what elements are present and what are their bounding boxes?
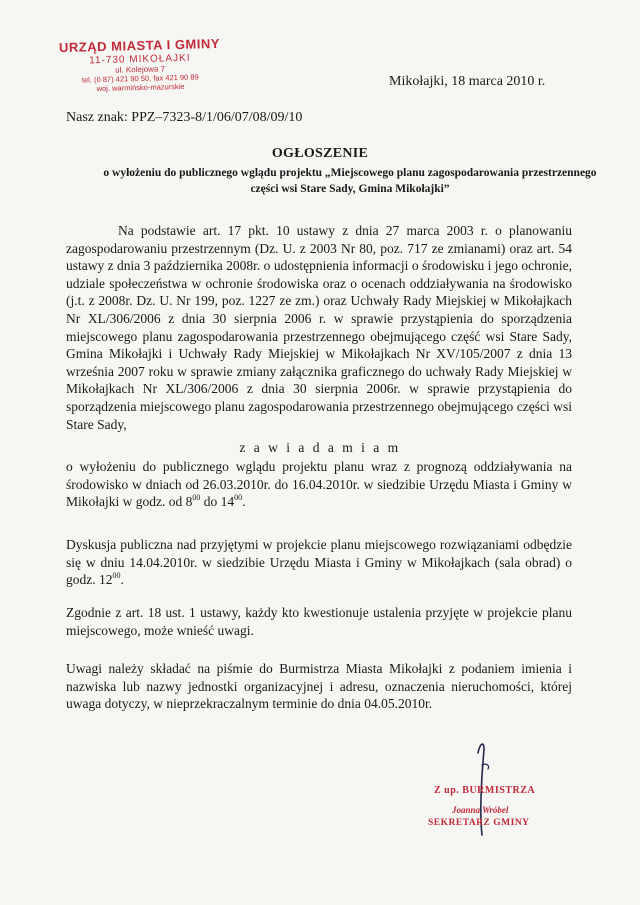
- stamp-line-street: ul. Kolejowa 7: [115, 64, 166, 75]
- place-and-date: Mikołajki, 18 marca 2010 r.: [389, 74, 546, 89]
- stamp-line-office: URZĄD MIASTA I GMINY: [58, 35, 221, 56]
- stamp-line-phone: tel. (0 87) 421 90 50, fax 421 90 89: [81, 72, 199, 85]
- hour-from-minutes: 00: [192, 492, 201, 502]
- document-subtitle: o wyłożeniu do publicznego wglądu projektu „Miejscowego planu zagospodarowania przestrzennego części wsi Stare Sady, Gmina Mikołajki”: [103, 167, 597, 195]
- office-stamp: [39, 35, 240, 94]
- stamp-line-postcode: 11-730 MIKOŁAJKI: [89, 52, 191, 67]
- paragraph-legal-basis: [66, 222, 572, 433]
- hour-to: 14: [220, 494, 235, 510]
- signature-block: [420, 735, 580, 845]
- display-period-mid: do: [200, 494, 221, 510]
- signature-name: Joanna Wróbel: [452, 805, 509, 815]
- display-period-end: .: [242, 494, 246, 510]
- stamp-line-region: woj. warmińsko-mazurskie: [96, 81, 185, 94]
- discussion-hour: 12: [99, 572, 113, 588]
- paragraph-submission: Uwagi należy składać na piśmie do Burmistrza Miasta Mikołajki z podaniem imienia i nazwiska lub nazwy jednostki organizacyjnej i adresu, oznaczenia nieruchomości, której uwaga dotyczy, w nieprzekraczalnym terminie do dnia 04.05.2010r.: [66, 661, 572, 712]
- public-discussion-end: .: [120, 572, 124, 588]
- public-discussion-text: Dyskusja publiczna nad przyjętymi w projekcie planu miejscowego rozwiązaniami odbędzie się w dniu 14.04.2010r. w siedzibie Urzędu Miasta i Gminy w Mikołajkach (sala obrad) o godz.: [66, 537, 572, 588]
- signature-position: SEKRETARZ GMINY: [428, 818, 530, 828]
- paragraph-public-discussion: [66, 536, 572, 589]
- hour-from: 8: [185, 494, 193, 510]
- paragraph-objections: Zgodnie z art. 18 ust. 1 ustawy, każdy kto kwestionuje ustalenia przyjęte w projekcie planu miejscowego, może wnieść uwagi.: [66, 605, 572, 638]
- hour-to-minutes: 00: [234, 492, 243, 502]
- paragraph-legal-basis-text: Na podstawie art. 17 pkt. 10 ustawy z dnia 27 marca 2003 r. o planowaniu zagospodarowaniu przestrzennym (Dz. U. z 2003 Nr 80, poz. 717 ze zmianami) oraz art. 54 ustawy z dnia 3 października 2008r. o udostępnienia informacji o środowisku i jego ochronie, udziale społeczeństwa w ochronie środowiska oraz o ocenach oddziaływania na środowisko (j.t. z 2008r. Dz. U. Nr 199, poz. 1227 ze zm.) oraz Uchwały Rady Miejskiej w Mikołajkach Nr XL/306/2006 z dnia 30 sierpnia 2006 r. w sprawie przystąpienia do sporządzenia miejscowego planu zagospodarowania przestrzennego obejmującego część wsi Stare Sady, Gmina Mikołajki i Uchwały Rady Miejskiej w Mikołajkach Nr XV/105/2007 z dnia 13 września 2007 roku w sprawie zmiany załącznika graficznego do uchwały Rady Miejskiej w Mikołajkach Nr XL/306/2006 z dnia 30 sierpnia 2006r. w sprawie przystąpienia do sporządzenia miejscowego planu zagospodarowania przestrzennego obejmującego części wsi Stare Sady,: [66, 223, 572, 432]
- announcement-verb: z a w i a d a m i a m: [239, 440, 401, 455]
- paragraph-display-period: [66, 458, 572, 511]
- reference-number: Nasz znak: PPZ–7323-8/1/06/07/08/09/10: [66, 110, 303, 125]
- document-title: OGŁOSZENIE: [271, 146, 369, 161]
- signature-authority: Z up. BURMISTRZA: [434, 785, 536, 796]
- discussion-hour-minutes: 00: [112, 570, 121, 580]
- display-period-text: o wyłożeniu do publicznego wglądu projektu planu wraz z prognozą oddziaływania na środowisko w dniach od 26.03.2010r. do 16.04.2010r. w siedzibie Urzędu Miasta i Gminy w Mikołajki w godz. od: [66, 459, 572, 510]
